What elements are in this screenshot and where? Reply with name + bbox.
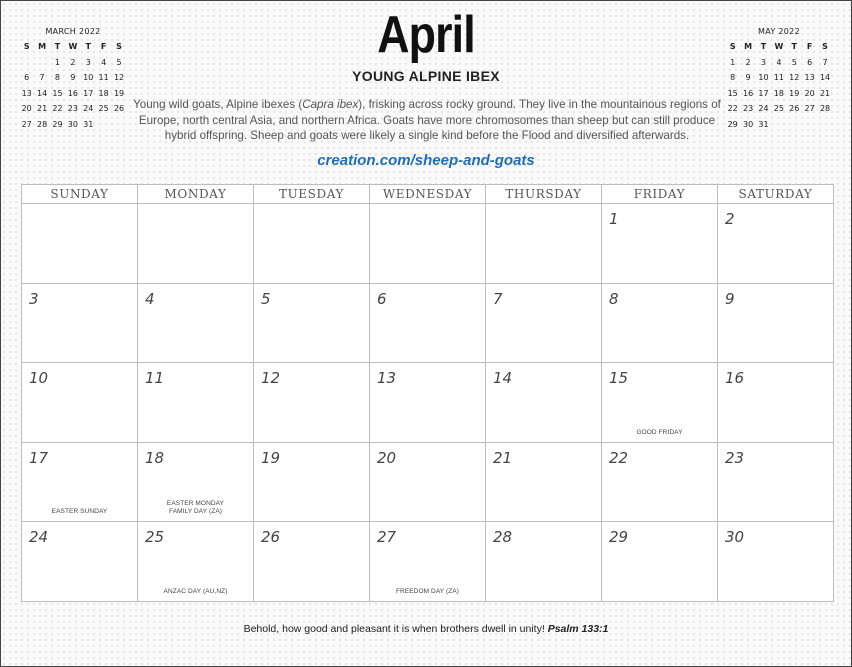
mini-day: 10 bbox=[83, 73, 94, 83]
mini-day: 24 bbox=[758, 104, 769, 114]
mini-day: 9 bbox=[70, 73, 76, 83]
day-cell[interactable] bbox=[602, 443, 718, 523]
mini-day: 8 bbox=[54, 73, 61, 83]
mini-day: 20 bbox=[804, 88, 815, 98]
mini-day: 13 bbox=[804, 73, 815, 83]
mini-weekday: M bbox=[38, 42, 47, 52]
mini-week-row bbox=[19, 86, 127, 102]
mini-day: 22 bbox=[727, 104, 738, 114]
weekday-header bbox=[22, 185, 834, 204]
day-number: 23 bbox=[725, 448, 745, 467]
day-cell[interactable] bbox=[486, 284, 602, 364]
holiday-label bbox=[602, 429, 717, 437]
mini-weekday: T bbox=[760, 42, 767, 52]
mini-day: 15 bbox=[52, 88, 63, 98]
mini-day: 21 bbox=[819, 88, 831, 98]
mini-day: 6 bbox=[807, 57, 813, 67]
mini-day: 29 bbox=[727, 119, 738, 129]
holiday-text: EASTER MONDAY bbox=[166, 500, 225, 507]
month-title: April bbox=[377, 6, 475, 64]
day-cell[interactable] bbox=[718, 204, 834, 284]
mini-day: 3 bbox=[85, 57, 91, 67]
day-number: 18 bbox=[145, 448, 165, 467]
mini-day: 2 bbox=[745, 57, 751, 67]
day-cell[interactable] bbox=[138, 363, 254, 443]
website-link[interactable]: creation.com/sheep-and-goats bbox=[317, 152, 535, 169]
mini-day: 3 bbox=[760, 57, 767, 67]
day-number: 6 bbox=[377, 289, 387, 308]
mini-day: 15 bbox=[727, 88, 738, 98]
day-cell[interactable] bbox=[370, 204, 486, 284]
day-cell[interactable] bbox=[370, 522, 486, 602]
weekday-label: THURSDAY bbox=[486, 185, 602, 204]
weekday-label: SUNDAY bbox=[22, 185, 138, 204]
mini-day: 21 bbox=[36, 104, 48, 114]
month-grid bbox=[21, 184, 834, 602]
day-cell[interactable] bbox=[718, 363, 834, 443]
mini-weekday: S bbox=[23, 42, 30, 52]
mini-week-row bbox=[19, 117, 127, 133]
mini-day: 19 bbox=[113, 88, 125, 98]
mini-day: 24 bbox=[83, 104, 94, 114]
mini-day: 6 bbox=[24, 73, 30, 83]
day-number: 1 bbox=[609, 210, 619, 228]
day-number: 30 bbox=[725, 528, 745, 546]
verse-reference: Psalm 133:1 bbox=[547, 623, 609, 635]
mini-calendar-title: MARCH 2022 bbox=[45, 27, 101, 36]
day-number: 21 bbox=[493, 448, 513, 467]
mini-week-row bbox=[725, 117, 833, 133]
mini-day: 14 bbox=[819, 73, 831, 83]
mini-week-row bbox=[725, 86, 833, 102]
day-cell[interactable] bbox=[254, 284, 370, 364]
mini-day: 27 bbox=[21, 119, 32, 129]
day-number: 27 bbox=[377, 528, 397, 546]
day-number: 28 bbox=[493, 528, 513, 546]
description-text: ), frisking across rocky ground. They live in the mountainous regions of Europe, north central Asia, and northern Africa. Goats have more chromosomes than sheep but can still produce hybrid offspring. Sheep and goats were likely a single kind before the Flood and diversified afterwards. bbox=[138, 98, 721, 142]
day-cell[interactable] bbox=[254, 204, 370, 284]
mini-day: 18 bbox=[98, 88, 109, 98]
day-cell[interactable] bbox=[370, 443, 486, 523]
mini-day: 31 bbox=[758, 119, 769, 129]
mini-day: 30 bbox=[67, 119, 78, 129]
mini-calendar-title: MAY 2022 bbox=[758, 27, 800, 36]
holiday-text: FREEDOM DAY (ZA) bbox=[395, 587, 460, 595]
day-cell[interactable] bbox=[370, 284, 486, 364]
mini-day: 12 bbox=[113, 73, 125, 83]
day-number: 2 bbox=[725, 210, 735, 228]
mini-day: 13 bbox=[21, 88, 32, 98]
day-cell[interactable] bbox=[22, 363, 138, 443]
photo-description bbox=[131, 97, 723, 144]
mini-day: 28 bbox=[36, 119, 48, 129]
holiday-label bbox=[138, 500, 253, 516]
day-number: 11 bbox=[145, 369, 165, 387]
day-cell[interactable] bbox=[718, 522, 834, 602]
day-number: 26 bbox=[261, 528, 281, 546]
mini-day: 17 bbox=[83, 88, 94, 98]
verse-text: Behold, how good and pleasant it is when brothers dwell in unity! bbox=[243, 623, 548, 635]
mini-weekday: W bbox=[774, 42, 784, 52]
mini-day: 16 bbox=[742, 88, 754, 98]
day-cell[interactable] bbox=[22, 522, 138, 602]
mini-weekday: S bbox=[116, 42, 122, 52]
mini-day: 18 bbox=[773, 88, 784, 98]
day-number: 5 bbox=[261, 289, 271, 308]
species-name: Capra ibex bbox=[302, 98, 359, 111]
holiday-text: EASTER SUNDAY bbox=[51, 508, 108, 515]
day-number: 25 bbox=[145, 528, 165, 546]
mini-weekday: S bbox=[822, 42, 828, 52]
day-number: 29 bbox=[609, 528, 629, 546]
day-cell[interactable] bbox=[486, 522, 602, 602]
mini-weekday: F bbox=[100, 42, 107, 52]
mini-weekday: S bbox=[729, 42, 736, 52]
day-cell[interactable] bbox=[486, 204, 602, 284]
mini-week-row bbox=[725, 101, 833, 117]
mini-day: 27 bbox=[804, 104, 815, 114]
day-number: 16 bbox=[725, 369, 745, 387]
day-number: 14 bbox=[493, 369, 513, 387]
mini-day: 26 bbox=[789, 104, 800, 114]
mini-day: 28 bbox=[819, 104, 831, 114]
mini-day: 12 bbox=[789, 73, 800, 83]
mini-day: 4 bbox=[101, 57, 107, 67]
weekday-label: SATURDAY bbox=[718, 185, 834, 204]
day-cell[interactable] bbox=[22, 443, 138, 523]
mini-day: 22 bbox=[52, 104, 63, 114]
day-number: 10 bbox=[29, 369, 49, 387]
weekday-label: WEDNESDAY bbox=[370, 185, 486, 204]
day-number: 3 bbox=[29, 289, 39, 308]
mini-day: 5 bbox=[116, 57, 122, 67]
day-cell[interactable] bbox=[138, 522, 254, 602]
mini-day: 19 bbox=[789, 88, 800, 98]
mini-weekday: F bbox=[806, 42, 813, 52]
day-cell[interactable] bbox=[138, 443, 254, 523]
day-cell[interactable] bbox=[602, 284, 718, 364]
day-number: 4 bbox=[145, 289, 155, 308]
weekday-label: TUESDAY bbox=[254, 185, 370, 204]
day-number: 17 bbox=[29, 448, 49, 467]
mini-day: 7 bbox=[822, 57, 828, 67]
day-cell[interactable] bbox=[22, 284, 138, 364]
description-text: Young wild goats, Alpine ibexes ( bbox=[133, 98, 303, 111]
mini-day: 10 bbox=[758, 73, 769, 83]
day-number: 19 bbox=[261, 448, 281, 467]
mini-day: 26 bbox=[113, 104, 125, 114]
mini-week-row bbox=[19, 101, 127, 117]
holiday-label bbox=[138, 588, 253, 596]
day-cell[interactable] bbox=[718, 443, 834, 523]
day-number: 9 bbox=[725, 289, 735, 308]
mini-day: 23 bbox=[742, 104, 754, 114]
mini-day: 29 bbox=[52, 119, 63, 129]
day-cell[interactable] bbox=[602, 363, 718, 443]
holiday-text: ANZAC DAY (AU,NZ) bbox=[163, 587, 228, 595]
mini-day: 20 bbox=[21, 104, 32, 114]
mini-weekday: W bbox=[68, 42, 78, 52]
photo-subtitle: YOUNG ALPINE IBEX bbox=[352, 68, 500, 84]
mini-day: 1 bbox=[54, 57, 61, 67]
holiday-text: FAMILY DAY (ZA) bbox=[168, 508, 223, 515]
day-cell[interactable] bbox=[486, 443, 602, 523]
day-cell[interactable] bbox=[22, 204, 138, 284]
week-row bbox=[22, 284, 834, 364]
day-cell[interactable] bbox=[138, 204, 254, 284]
day-cell[interactable] bbox=[254, 443, 370, 523]
day-number: 22 bbox=[609, 448, 629, 467]
day-cell[interactable] bbox=[370, 363, 486, 443]
mini-day: 16 bbox=[67, 88, 78, 98]
day-cell[interactable] bbox=[254, 363, 370, 443]
day-cell[interactable] bbox=[718, 284, 834, 364]
day-number: 20 bbox=[377, 448, 397, 467]
week-row bbox=[22, 522, 834, 602]
mini-weekday: T bbox=[791, 42, 797, 52]
mini-day: 8 bbox=[730, 73, 736, 83]
week-row bbox=[22, 443, 834, 523]
day-cell[interactable] bbox=[602, 204, 718, 284]
holiday-label bbox=[22, 508, 137, 516]
mini-day: 2 bbox=[70, 57, 76, 67]
day-number: 24 bbox=[29, 528, 49, 546]
day-cell[interactable] bbox=[602, 522, 718, 602]
mini-weekday: T bbox=[85, 42, 91, 52]
day-cell[interactable] bbox=[486, 363, 602, 443]
mini-day: 1 bbox=[730, 57, 736, 67]
day-number: 13 bbox=[377, 369, 397, 387]
weekday-label: MONDAY bbox=[138, 185, 254, 204]
day-cell[interactable] bbox=[138, 284, 254, 364]
mini-day: 14 bbox=[36, 88, 48, 98]
mini-day: 17 bbox=[758, 88, 769, 98]
mini-day: 25 bbox=[98, 104, 109, 114]
week-row bbox=[22, 363, 834, 443]
mini-day: 9 bbox=[745, 73, 751, 83]
mini-weekday: M bbox=[744, 42, 753, 52]
mini-day: 11 bbox=[773, 73, 784, 83]
week-row bbox=[22, 204, 834, 284]
mini-day: 11 bbox=[98, 73, 109, 83]
holiday-label bbox=[370, 588, 485, 596]
day-number: 15 bbox=[609, 369, 629, 387]
holiday-text: GOOD FRIDAY bbox=[636, 428, 683, 436]
mini-day: 5 bbox=[791, 57, 797, 67]
mini-day: 30 bbox=[742, 119, 754, 129]
day-number: 8 bbox=[609, 289, 619, 308]
grid-body bbox=[22, 204, 834, 602]
bible-verse bbox=[1, 623, 851, 635]
mini-day: 4 bbox=[776, 57, 782, 67]
mini-day: 31 bbox=[83, 119, 94, 129]
mini-day: 23 bbox=[67, 104, 78, 114]
mini-weekday: T bbox=[54, 42, 61, 52]
mini-day: 25 bbox=[773, 104, 784, 114]
day-number: 7 bbox=[493, 289, 503, 308]
day-number: 12 bbox=[261, 369, 281, 387]
mini-day: 7 bbox=[39, 73, 45, 83]
weekday-label: FRIDAY bbox=[602, 185, 718, 204]
day-cell[interactable] bbox=[254, 522, 370, 602]
